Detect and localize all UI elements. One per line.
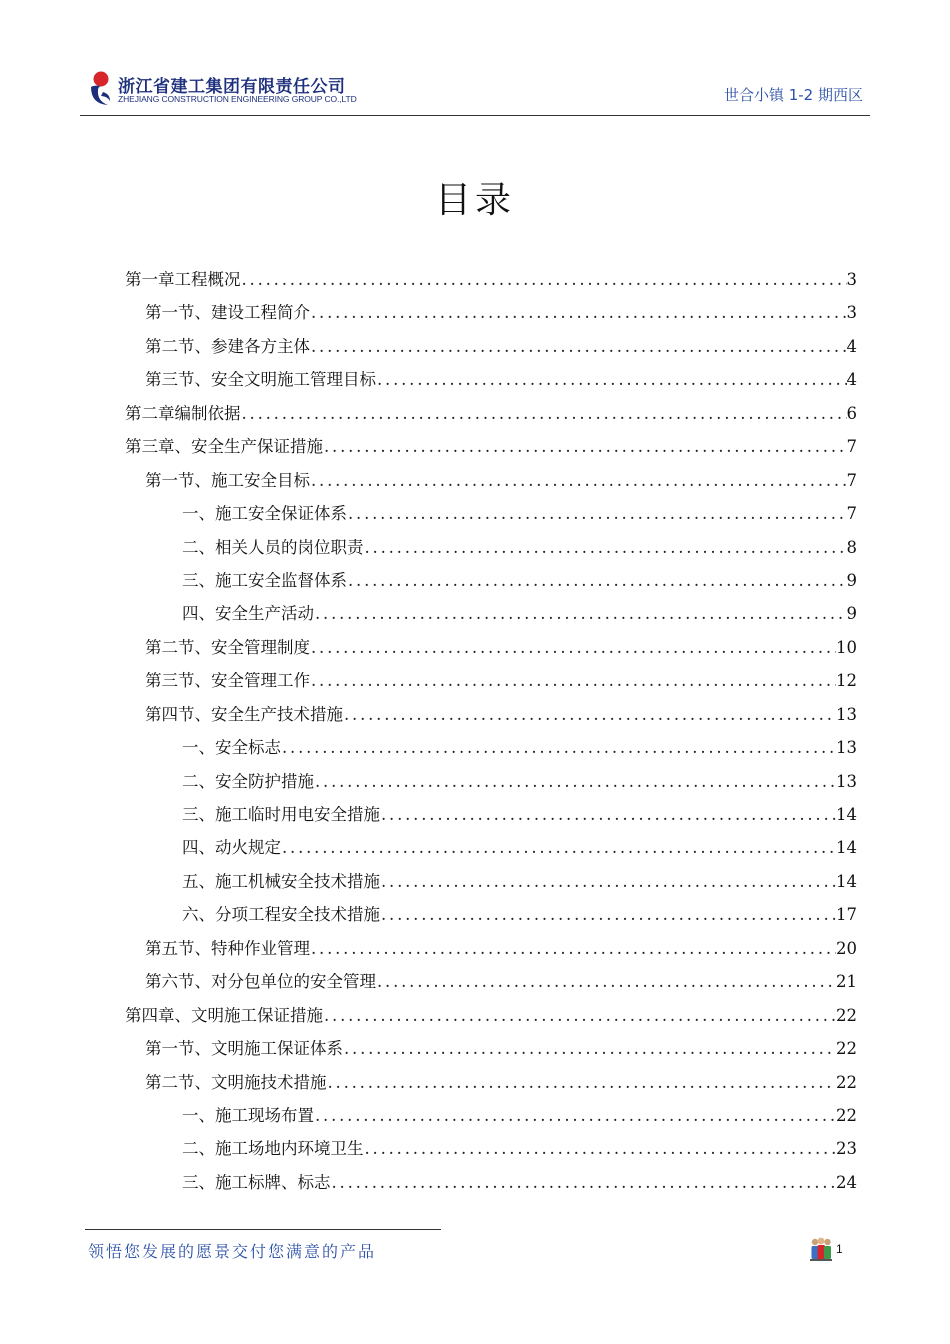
toc-entry-title: 一、安全标志 — [182, 738, 281, 758]
toc-entry-title: 第三节、安全管理工作 — [145, 671, 310, 691]
toc-entry[interactable] — [125, 965, 857, 998]
page-header — [0, 0, 950, 120]
toc-entry-title: 二、施工场地内环境卫生 — [182, 1139, 364, 1159]
toc-entry-title: 一、施工安全保证体系 — [182, 504, 347, 524]
toc-dot-leader — [327, 1066, 837, 1099]
toc-entry-page: 13 — [836, 704, 857, 724]
toc-entry[interactable] — [125, 932, 857, 965]
toc-entry-title: 三、施工临时用电安全措施 — [182, 805, 380, 824]
toc-entry[interactable] — [125, 865, 857, 898]
toc-dot-leader — [323, 999, 836, 1032]
toc-entry-page: 3 — [846, 303, 857, 323]
toc-entry[interactable] — [125, 1066, 857, 1099]
toc-entry-title: 四、安全生产活动 — [182, 604, 314, 624]
toc-entry-title: 六、分项工程安全技术措施 — [182, 905, 380, 925]
toc-dot-leader — [310, 664, 836, 697]
toc-entry-title: 四、动火规定 — [182, 838, 281, 858]
toc-entry[interactable] — [125, 798, 857, 831]
toc-entry[interactable] — [125, 999, 857, 1032]
toc-dot-leader — [331, 1166, 837, 1199]
toc-dot-leader — [310, 464, 847, 497]
toc-entry[interactable] — [125, 765, 857, 798]
toc-dot-leader — [310, 932, 836, 965]
toc-entry[interactable] — [125, 631, 857, 664]
toc-entry[interactable] — [125, 1166, 857, 1199]
toc-entry[interactable] — [125, 263, 857, 296]
toc-entry-title: 第一节、建设工程简介 — [145, 303, 310, 323]
toc-entry-page: 7 — [846, 504, 857, 524]
toc-entry[interactable] — [125, 464, 857, 497]
toc-entry-title: 五、施工机械安全技术措施 — [182, 871, 380, 891]
toc-dot-leader — [310, 631, 836, 664]
toc-entry-page: 7 — [846, 470, 857, 490]
toc-entry-title: 第一章工程概况 — [125, 270, 241, 289]
toc-entry-page: 13 — [836, 738, 857, 758]
toc-entry-page: 14 — [836, 805, 857, 824]
toc-entry-page: 23 — [836, 1139, 857, 1159]
toc-entry-title: 一、施工现场布置 — [182, 1105, 314, 1125]
toc-entry-page: 8 — [846, 537, 857, 557]
toc-dot-leader — [343, 698, 836, 731]
toc-entry-title: 第一节、施工安全目标 — [145, 470, 310, 490]
page-number: 1 — [836, 1242, 843, 1256]
toc-entry[interactable] — [125, 1032, 857, 1065]
toc-entry-title: 三、施工安全监督体系 — [182, 570, 347, 590]
toc-dot-leader — [314, 597, 847, 630]
toc-entry-page: 10 — [836, 637, 857, 657]
toc-entry[interactable] — [125, 1132, 857, 1165]
toc-entry-page: 9 — [846, 570, 857, 590]
toc-entry[interactable] — [125, 831, 857, 864]
footer-divider — [85, 1229, 441, 1230]
toc-entry-page: 13 — [836, 771, 857, 791]
toc-dot-leader — [241, 397, 847, 430]
toc-entry[interactable] — [125, 531, 857, 564]
toc-entry-page: 14 — [836, 838, 857, 858]
toc-entry[interactable] — [125, 296, 857, 329]
toc-dot-leader — [380, 798, 836, 831]
toc-entry-title: 第五节、特种作业管理 — [145, 938, 310, 958]
toc-dot-leader — [310, 296, 847, 329]
toc-entry-title: 二、相关人员的岗位职责 — [182, 537, 364, 557]
toc-entry-title: 第二节、安全管理制度 — [145, 637, 310, 657]
toc-dot-leader — [347, 497, 847, 530]
toc-entry-page: 3 — [846, 270, 857, 289]
toc-entry-page: 7 — [846, 437, 857, 457]
toc-entry-page: 4 — [846, 370, 857, 390]
toc-entry-title: 第一节、文明施工保证体系 — [145, 1039, 343, 1059]
toc-dot-leader — [281, 831, 836, 864]
toc-dot-leader — [347, 564, 847, 597]
toc-entry-page: 22 — [836, 1105, 857, 1125]
toc-entry[interactable] — [125, 497, 857, 530]
toc-entry-page: 24 — [836, 1172, 857, 1192]
toc-dot-leader — [314, 765, 836, 798]
toc-entry-title: 第二节、参建各方主体 — [145, 336, 310, 356]
toc-entry[interactable] — [125, 330, 857, 363]
toc-dot-leader — [376, 965, 836, 998]
company-name-en: ZHEJIANG CONSTRUCTION ENGINEERING GROUP CO.,LTD — [118, 94, 357, 104]
toc-entry-page: 20 — [836, 938, 857, 958]
toc-entry[interactable] — [125, 664, 857, 697]
toc-entry-page: 21 — [836, 972, 857, 992]
toc-entry[interactable] — [125, 363, 857, 396]
toc-entry[interactable] — [125, 698, 857, 731]
toc-dot-leader — [364, 1132, 837, 1165]
page-title: 目录 — [434, 180, 515, 221]
toc-dot-leader — [314, 1099, 836, 1132]
toc-entry-title: 三、施工标牌、标志 — [182, 1172, 331, 1192]
toc-entry-page: 22 — [836, 1039, 857, 1059]
toc-entry-title: 第六节、对分包单位的安全管理 — [145, 972, 376, 992]
toc-entry[interactable] — [125, 731, 857, 764]
toc-entry-page: 9 — [846, 604, 857, 624]
table-of-contents — [125, 263, 857, 1199]
toc-entry-title: 第四章、文明施工保证措施 — [125, 1005, 323, 1025]
toc-entry-page: 6 — [846, 403, 857, 423]
toc-entry[interactable] — [125, 898, 857, 931]
toc-dot-leader — [241, 263, 847, 296]
toc-entry-title: 第三章、安全生产保证措施 — [125, 437, 323, 457]
toc-dot-leader — [310, 330, 847, 363]
toc-entry-page: 22 — [836, 1072, 857, 1092]
toc-dot-leader — [364, 531, 847, 564]
toc-entry[interactable] — [125, 564, 857, 597]
people-group-icon — [808, 1236, 834, 1262]
toc-dot-leader — [281, 731, 836, 764]
toc-entry-page: 14 — [836, 871, 857, 891]
toc-entry-page: 12 — [836, 671, 857, 691]
toc-entry-title: 二、安全防护措施 — [182, 771, 314, 791]
footer-slogan: 领悟您发展的愿景交付您满意的产品 — [88, 1242, 377, 1261]
toc-entry-page: 17 — [836, 905, 857, 925]
toc-entry[interactable] — [125, 1099, 857, 1132]
toc-entry-page: 22 — [836, 1005, 857, 1025]
toc-dot-leader — [380, 898, 836, 931]
toc-entry-title: 第四节、安全生产技术措施 — [145, 704, 343, 724]
toc-entry-page: 4 — [846, 336, 857, 356]
toc-entry-title: 第二节、文明施技术措施 — [145, 1072, 327, 1092]
project-name: 世合小镇 1-2 期西区 — [723, 86, 863, 104]
toc-entry[interactable] — [125, 597, 857, 630]
toc-entry-title: 第三节、安全文明施工管理目标 — [145, 370, 376, 390]
toc-entry-title: 第二章编制依据 — [125, 403, 241, 423]
company-logo-icon — [88, 70, 114, 108]
company-name-cn: 浙江省建工集团有限责任公司 — [118, 77, 346, 97]
toc-entry[interactable] — [125, 397, 857, 430]
toc-dot-leader — [380, 865, 836, 898]
toc-dot-leader — [323, 430, 847, 463]
header-divider — [80, 115, 870, 116]
toc-dot-leader — [343, 1032, 836, 1065]
toc-entry[interactable] — [125, 430, 857, 463]
toc-dot-leader — [376, 363, 847, 396]
